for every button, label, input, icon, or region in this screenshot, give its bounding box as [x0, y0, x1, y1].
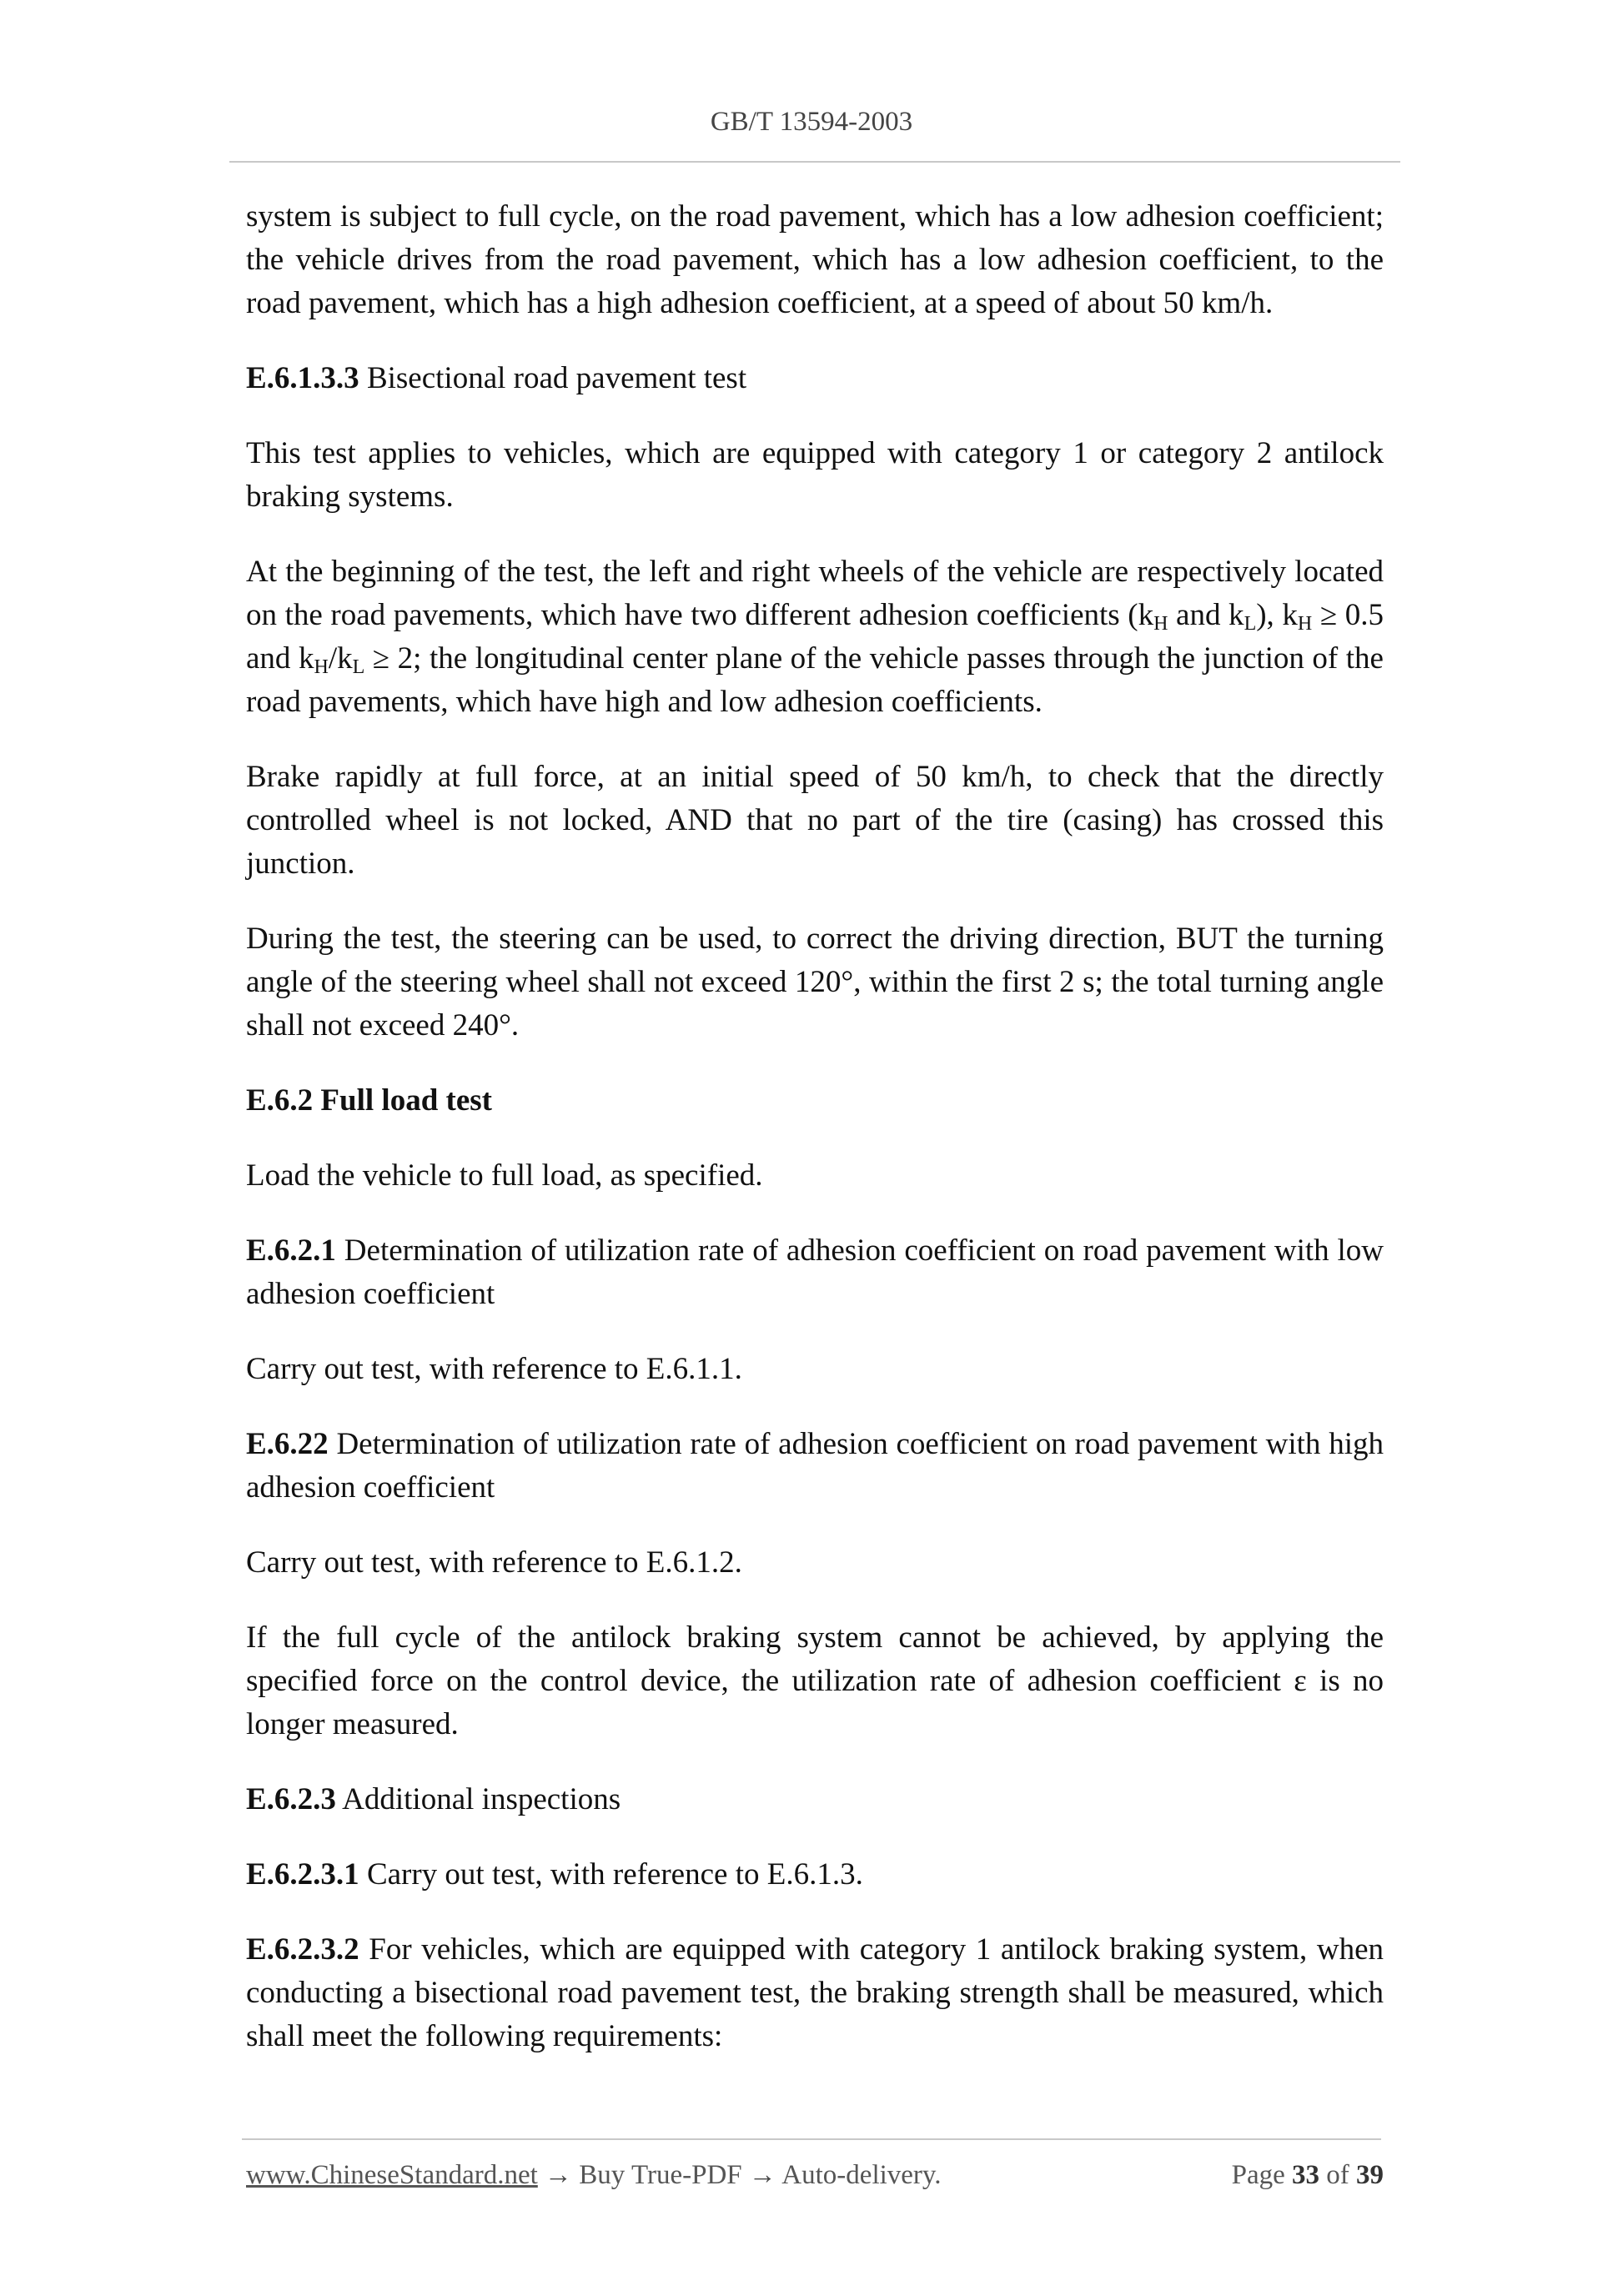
section-number: E.6.22 — [246, 1427, 329, 1461]
text-run: At the beginning of the test, the left and right wheels of the vehicle are respectively located on the road pavements, which have two different adhesion coefficients (k — [246, 555, 1384, 632]
paragraph: Carry out test, with reference to E.6.1.1. — [246, 1352, 742, 1386]
section-title: Bisectional road pavement test — [359, 361, 747, 395]
arrow-right-icon: → — [748, 2160, 776, 2190]
text-run: ), k — [1256, 598, 1298, 632]
page-number: 33 — [1292, 2160, 1319, 2190]
subscript: H — [1153, 613, 1168, 635]
text-run: and k — [1168, 598, 1244, 632]
section-number: E.6.2.3 — [246, 1782, 336, 1816]
section-e621 — [246, 1229, 1384, 1316]
section-heading-e62: E.6.2 Full load test — [246, 1083, 492, 1118]
section-e6133 — [246, 357, 1384, 400]
subscript: H — [314, 656, 329, 678]
paragraph-adhesion-coefficients — [246, 550, 1384, 724]
section-number: E.6.2.3.2 — [246, 1932, 359, 1967]
paragraph: system is subject to full cycle, on the road pavement, which has a low adhesion coefficient; the vehicle drives from the road pavement, which has a low adhesion coefficient, to the road pavement, which has a high adhesion coefficient, at a speed of about 50 km/h. — [246, 199, 1384, 320]
of-label: of — [1319, 2160, 1356, 2190]
section-title: Determination of utilization rate of adhesion coefficient on road pavement with high adhesion coefficient — [246, 1427, 1384, 1505]
paragraph: Carry out test, with reference to E.6.1.2. — [246, 1545, 742, 1580]
subscript: L — [1244, 613, 1257, 635]
section-e622 — [246, 1423, 1384, 1510]
page-label: Page — [1231, 2160, 1292, 2190]
section-e6231 — [246, 1853, 1384, 1897]
paragraph: During the test, the steering can be used, to correct the driving direction, BUT the turning angle of the steering wheel shall not exceed 120°, within the first 2 s; the total turning angle shall not exceed 240°. — [246, 922, 1384, 1042]
section-title: Additional inspections — [335, 1782, 621, 1816]
subscript: H — [1297, 613, 1313, 635]
subscript: L — [352, 656, 365, 678]
section-text: Carry out test, with reference to E.6.1.3. — [359, 1857, 863, 1892]
section-number: E.6.2.3.1 — [246, 1857, 359, 1892]
footer-links — [246, 2160, 942, 2191]
section-text: For vehicles, which are equipped with category 1 antilock braking system, when conducting a bisectional road pavement test, the braking strength shall be measured, which shall meet the following requirements: — [246, 1932, 1384, 2053]
section-number: E.6.1.3.3 — [246, 361, 359, 395]
buy-pdf-text: Buy True-PDF — [572, 2160, 749, 2190]
section-e623 — [246, 1778, 1384, 1821]
section-e6232 — [246, 1928, 1384, 2058]
arrow-right-icon: → — [545, 2160, 573, 2190]
delivery-text: Auto-delivery. — [776, 2160, 942, 2190]
page-total: 39 — [1356, 2160, 1384, 2190]
text-run: ≥ 0.5 and k — [246, 598, 1384, 676]
section-number: E.6.2.1 — [246, 1233, 336, 1268]
paragraph: Brake rapidly at full force, at an initial speed of 50 km/h, to check that the directly controlled wheel is not locked, AND that no part of the tire (casing) has crossed this junction. — [246, 760, 1384, 881]
paragraph: This test applies to vehicles, which are equipped with category 1 or category 2 antilock braking systems. — [246, 436, 1384, 514]
section-title: Determination of utilization rate of adhesion coefficient on road pavement with low adhesion coefficient — [246, 1233, 1384, 1311]
paragraph: If the full cycle of the antilock braking system cannot be achieved, by applying the specified force on the control device, the utilization rate of adhesion coefficient ε is no longer measured. — [246, 1620, 1384, 1741]
page-header: GB/T 13594-2003 — [710, 107, 913, 137]
paragraph: Load the vehicle to full load, as specified. — [246, 1158, 763, 1193]
document-body — [246, 195, 1384, 2090]
footer-divider — [242, 2138, 1381, 2140]
text-run: /k — [328, 641, 353, 676]
text-run: ≥ 2; the longitudinal center plane of the vehicle passes through the junction of the road pavements, which have high and low adhesion coefficients. — [246, 641, 1384, 719]
page-indicator — [1232, 2160, 1384, 2191]
site-link[interactable]: www.ChineseStandard.net — [246, 2160, 538, 2190]
header-divider — [229, 161, 1400, 163]
